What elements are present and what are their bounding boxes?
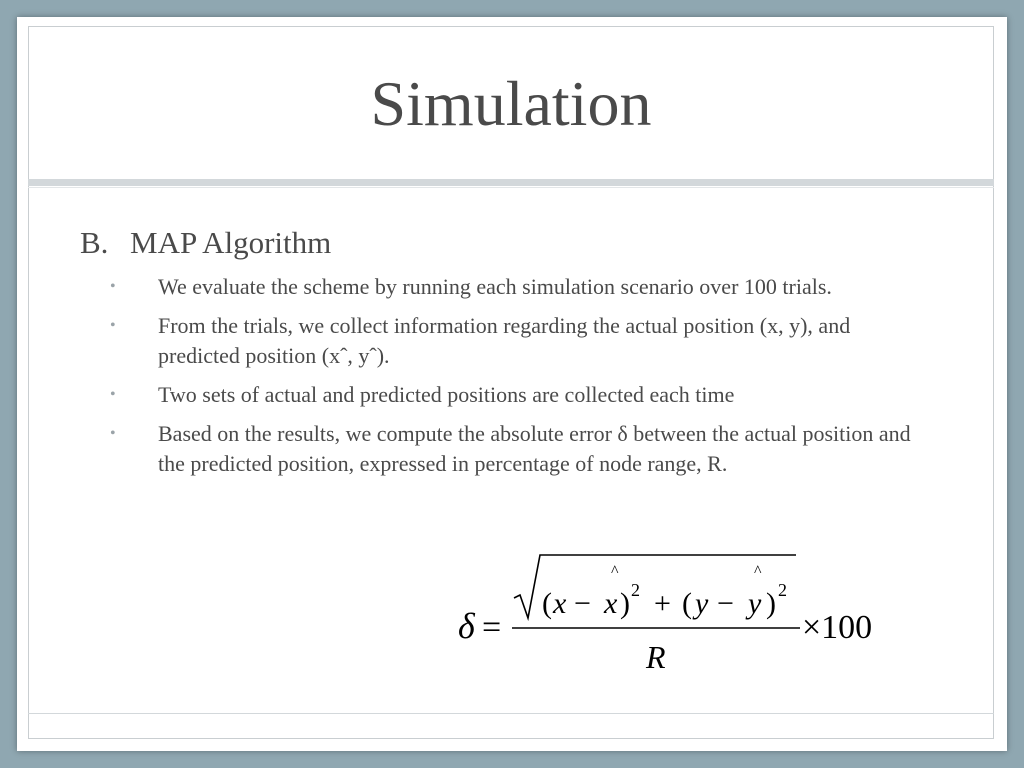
formula-exp1: 2 bbox=[631, 580, 640, 600]
formula-y: y bbox=[695, 587, 709, 620]
section-heading bbox=[80, 224, 331, 262]
formula-minus2: − bbox=[717, 587, 734, 620]
formula-close2: ) bbox=[766, 587, 776, 620]
bullet-text: We evaluate the scheme by running each simulation scenario over 100 trials. bbox=[158, 274, 832, 299]
formula-denominator: R bbox=[646, 639, 666, 675]
formula-plus: + bbox=[654, 587, 671, 620]
bullet-text: Two sets of actual and predicted positions are collected each time bbox=[158, 382, 735, 407]
formula-equals: = bbox=[482, 609, 502, 646]
formula-x: x bbox=[553, 587, 567, 620]
bullet-item bbox=[104, 419, 924, 479]
bullet-dot-icon: • bbox=[110, 317, 116, 334]
bullet-item bbox=[104, 380, 924, 410]
formula-open2: ( bbox=[682, 587, 692, 620]
bullet-list bbox=[104, 272, 924, 488]
bullet-text: Based on the results, we compute the absolute error δ between the actual position and the predicted position, expressed in percentage of node range, R. bbox=[158, 421, 911, 476]
formula-open1: ( bbox=[542, 587, 552, 620]
formula-times-100: ×100 bbox=[802, 609, 873, 646]
formula-yhat: y bbox=[748, 587, 762, 620]
section-title: MAP Algorithm bbox=[130, 225, 332, 260]
formula-yhat-accent: ^ bbox=[754, 563, 762, 580]
error-formula bbox=[448, 548, 908, 678]
formula-xhat: x bbox=[604, 587, 618, 620]
bullet-item bbox=[104, 272, 924, 302]
bullet-text: From the trials, we collect information regarding the actual position (x, y), and predicted position (xˆ, yˆ). bbox=[158, 313, 851, 368]
formula-delta: δ bbox=[458, 606, 475, 646]
formula-close1: ) bbox=[620, 587, 630, 620]
title-divider-thin bbox=[28, 187, 994, 188]
title-divider bbox=[28, 179, 994, 186]
bullet-dot-icon: • bbox=[110, 425, 116, 442]
bullet-dot-icon: • bbox=[110, 278, 116, 295]
section-marker: B. bbox=[80, 225, 109, 260]
slide-title: Simulation bbox=[370, 68, 652, 139]
footer-divider bbox=[28, 713, 994, 714]
formula-exp2: 2 bbox=[778, 580, 787, 600]
bullet-item bbox=[104, 311, 924, 371]
bullet-dot-icon: • bbox=[110, 386, 116, 403]
formula-minus1: − bbox=[574, 587, 591, 620]
formula-xhat-accent: ^ bbox=[611, 563, 619, 580]
